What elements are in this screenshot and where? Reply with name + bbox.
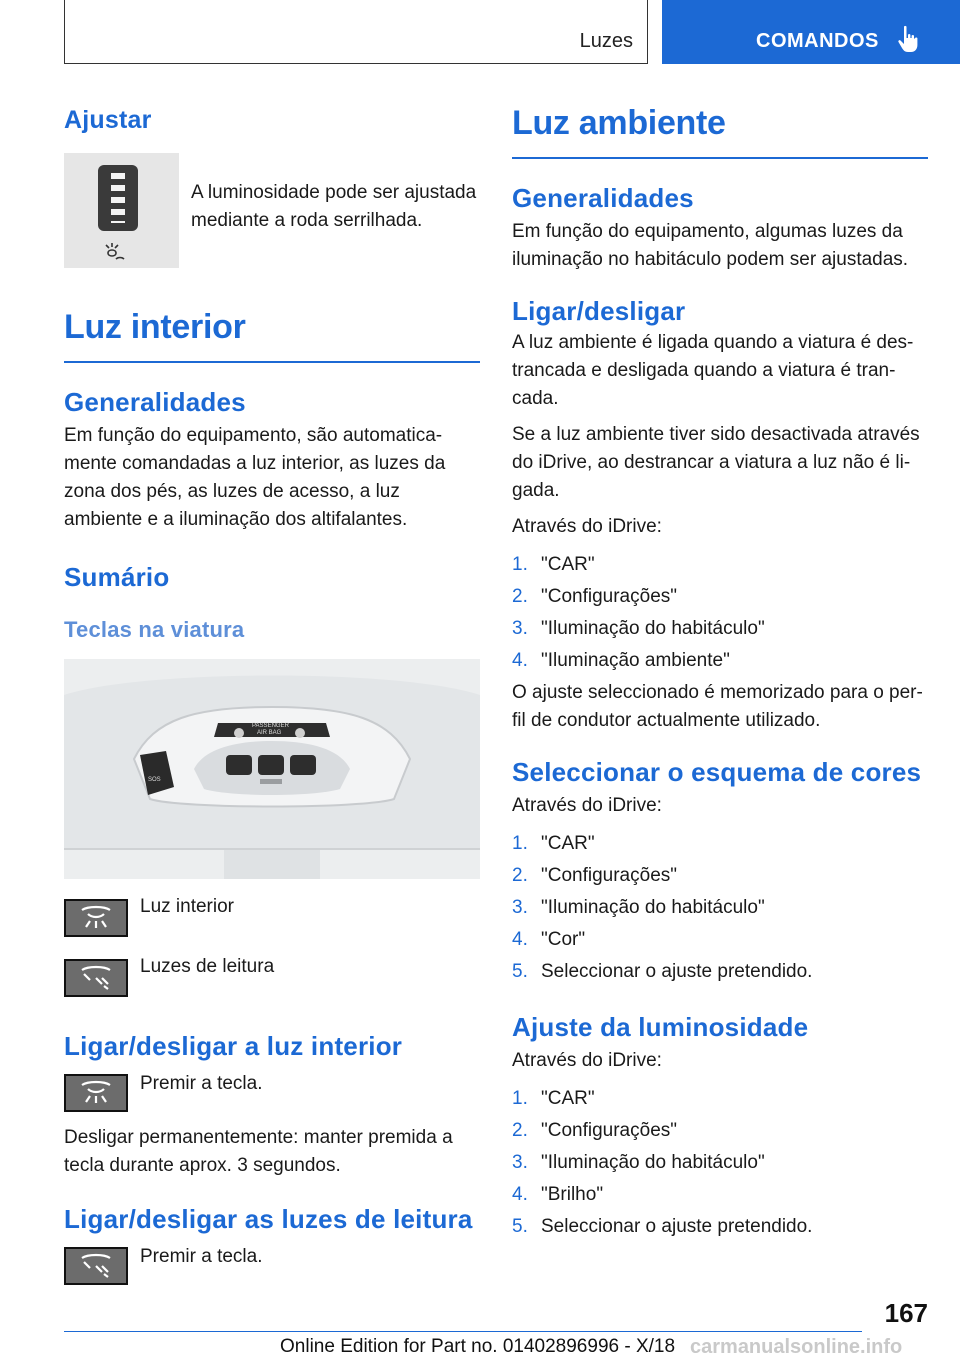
- key-reading-label: Luzes de leitura: [140, 956, 275, 977]
- overhead-console-image: [64, 659, 480, 879]
- toggle-reading-heading: Ligar/desligar as luzes de leitura: [64, 1204, 473, 1234]
- ambient-toggle-heading: Ligar/desligar: [512, 296, 686, 326]
- overhead-console-drawing: [64, 659, 480, 879]
- interior-general-heading: Generalidades: [64, 387, 246, 417]
- watermark: carmanualsonline.info: [690, 1336, 903, 1358]
- ambient-light-title: Luz ambiente: [512, 104, 928, 159]
- adjust-text: A luminosidade pode ser ajustada mediante a roda serrilhada.: [191, 182, 477, 231]
- list-item: 3. "Iluminação do habitáculo": [512, 897, 765, 918]
- list-item: 1. "CAR": [512, 1088, 595, 1109]
- list-item: 2. "Configurações": [512, 1120, 678, 1141]
- brightness-steps-list: [512, 1083, 928, 1243]
- header-chapter-title: COMANDOS: [756, 30, 879, 52]
- reading-light-icon: [74, 1252, 118, 1280]
- keys-heading: Teclas na viatura: [64, 617, 245, 642]
- ambient-general-heading: Generalidades: [512, 183, 694, 213]
- toggle-reading-text: Premir a tecla.: [140, 1246, 263, 1267]
- toggle-interior-text: Premir a tecla.: [140, 1073, 263, 1094]
- permanent-off-text: Desligar permanentemente: manter premida a tecla durante aprox. 3 segundos.: [64, 1127, 453, 1176]
- sos-label: SOS: [148, 777, 161, 783]
- interior-light-icon: [74, 904, 118, 932]
- ambient-steps-list: [512, 549, 928, 677]
- ambient-toggle-text-2: Se a luz ambiente tiver sido desactivada através do iDrive, ao destrancar a viatura a luz não é li-gada.: [512, 424, 920, 501]
- interior-light-icon: [74, 1079, 118, 1107]
- list-item: 5. Seleccionar o ajuste pretendido.: [512, 1216, 813, 1237]
- list-item: 3. "Iluminação do habitáculo": [512, 1152, 765, 1173]
- via-idrive-text-3: Através do iDrive:: [512, 1050, 662, 1071]
- via-idrive-text-1: Através do iDrive:: [512, 516, 662, 537]
- page-number: 167: [884, 1298, 928, 1328]
- toggle-interior-heading: Ligar/desligar a luz interior: [64, 1031, 403, 1061]
- brightness-heading: Ajuste da luminosidade: [512, 1012, 809, 1042]
- ambient-toggle-text-1: A luz ambiente é ligada quando a viatura é des-trancada e desligada quando a viatura é tran-cada.: [512, 332, 914, 409]
- list-item: 2. "Configurações": [512, 586, 678, 607]
- toggle-reading-row: [64, 1243, 480, 1285]
- memo-text: O ajuste seleccionado é memorizado para o per-fil de condutor actualmente utilizado.: [512, 682, 923, 731]
- list-item: 2. "Configurações": [512, 865, 678, 886]
- adjust-row: [64, 137, 480, 268]
- reading-light-button-image-2: [64, 1247, 128, 1285]
- list-item: 4. "Cor": [512, 929, 586, 950]
- interior-light-button-image-2: [64, 1074, 128, 1112]
- color-steps-list: [512, 828, 928, 988]
- reading-light-button-image: [64, 959, 128, 997]
- summary-heading: Sumário: [64, 562, 170, 592]
- brightness-symbol-icon: [102, 241, 128, 265]
- reading-light-icon: [74, 964, 118, 992]
- key-interior-label: Luz interior: [140, 896, 234, 917]
- key-interior-row: [64, 896, 480, 937]
- footer-divider: [64, 1331, 862, 1332]
- color-scheme-heading: Seleccionar o esquema de cores: [512, 757, 922, 787]
- list-item: 1. "CAR": [512, 833, 595, 854]
- via-idrive-text-2: Através do iDrive:: [512, 795, 662, 816]
- dimmer-wheel-ridges: [111, 173, 125, 223]
- hand-pointer-icon: [896, 24, 920, 54]
- list-item: 3. "Iluminação do habitáculo": [512, 618, 765, 639]
- header-section-title: Luzes: [579, 30, 633, 52]
- ambient-general-text: Em função do equipamento, algumas luzes da iluminação no habitáculo podem ser ajustadas.: [512, 221, 909, 270]
- list-item: 4. "Iluminação ambiente": [512, 650, 730, 671]
- right-column: [512, 100, 928, 1243]
- dimmer-wheel-image: [64, 153, 179, 268]
- list-item: 1. "CAR": [512, 554, 595, 575]
- passenger-airbag-label-line2: AIR BAG: [257, 730, 282, 736]
- header-section-box: [64, 0, 648, 64]
- passenger-airbag-label-line1: PASSENGER: [252, 723, 289, 729]
- list-item: 4. "Brilho": [512, 1184, 604, 1205]
- list-item: 5. Seleccionar o ajuste pretendido.: [512, 961, 813, 982]
- key-reading-row: [64, 956, 480, 997]
- interior-light-button-image: [64, 899, 128, 937]
- adjust-heading: Ajustar: [64, 106, 152, 134]
- interior-light-title: Luz interior: [64, 308, 480, 363]
- interior-general-text: Em função do equipamento, são automatica-mente comandadas a luz interior, as luzes da zona dos pés, as luzes de acesso, a luz ambiente e a iluminação dos altifalantes.: [64, 425, 446, 530]
- left-column: [64, 100, 480, 1285]
- edition-text: Online Edition for Part no. 01402896996 - X/18: [280, 1336, 676, 1357]
- toggle-interior-row: [64, 1070, 480, 1112]
